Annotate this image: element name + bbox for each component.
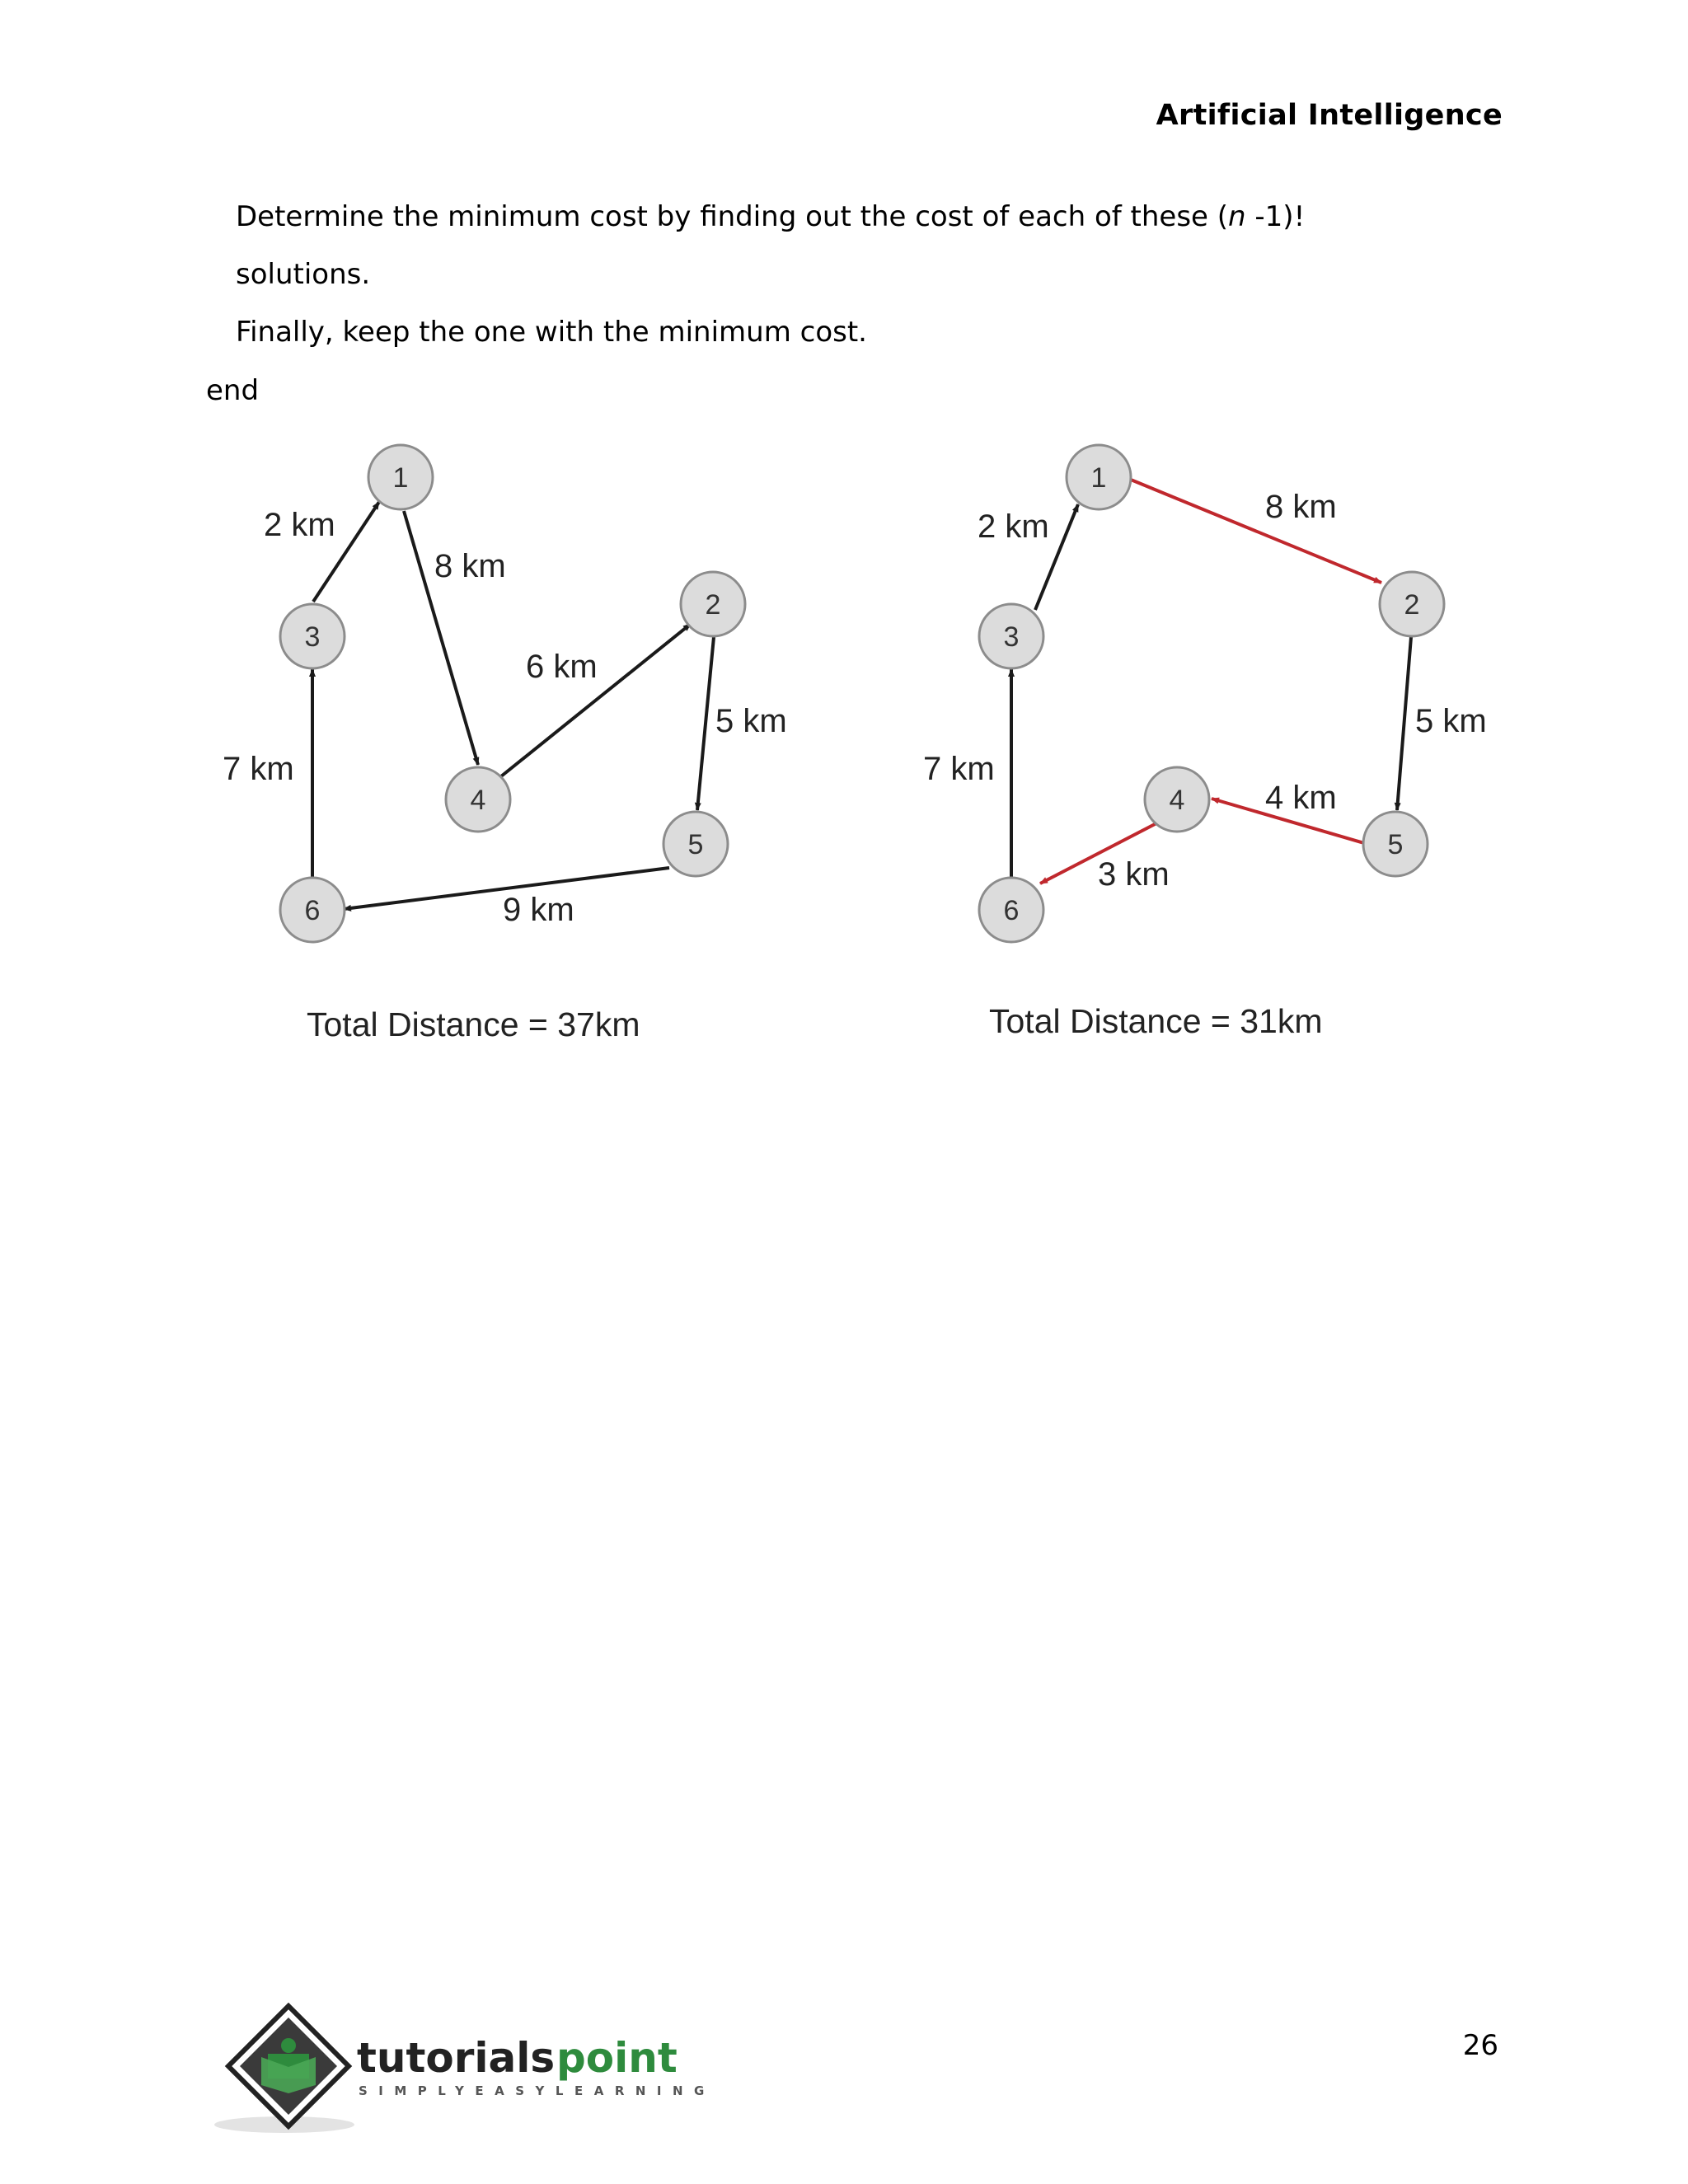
- line1-suffix: -1)!: [1245, 200, 1306, 233]
- right-node-label-1: 1: [1090, 462, 1107, 494]
- right-node-3: [979, 604, 1043, 668]
- left-node-label-1: 1: [392, 462, 409, 494]
- logo-tagline: SIMPLYEASYLEARNING: [359, 2083, 715, 2098]
- left-edge-label-6-3: 7 km: [223, 751, 294, 787]
- right-edge-label-4-6: 3 km: [1098, 856, 1170, 893]
- right-node-label-6: 6: [1003, 895, 1020, 926]
- left-node-label-5: 5: [687, 829, 704, 860]
- left-edge-label-4-2: 6 km: [526, 649, 598, 685]
- left-edge-label-3-1: 2 km: [264, 507, 335, 543]
- line1-prefix: Determine the minimum cost by finding out the cost of each of these (: [236, 200, 1229, 233]
- left-edge-label-2-5: 5 km: [715, 703, 787, 739]
- right-node-label-4: 4: [1169, 785, 1185, 816]
- left-edge-4-2: [501, 624, 691, 776]
- right-node-label-5: 5: [1387, 829, 1404, 860]
- left-edge-label-1-4: 8 km: [434, 548, 506, 584]
- right-node-4: [1145, 767, 1209, 832]
- paragraph-line-3: Finally, keep the one with the minimum cost.: [236, 316, 867, 349]
- right-node-label-3: 3: [1003, 621, 1020, 653]
- tutorialspoint-logo: [210, 2003, 738, 2135]
- right-node-5: [1363, 812, 1428, 876]
- left-node-5: [663, 812, 728, 876]
- right-edge-label-2-5: 5 km: [1415, 703, 1487, 739]
- left-node-label-2: 2: [705, 589, 721, 621]
- right-edge-label-1-2: 8 km: [1265, 489, 1337, 525]
- left-node-label-6: 6: [304, 895, 321, 926]
- right-edge-label-3-1: 2 km: [978, 509, 1049, 545]
- right-edge-label-6-3: 7 km: [923, 751, 995, 787]
- left-graph: [223, 445, 787, 1043]
- right-edge-label-5-4: 4 km: [1265, 780, 1337, 816]
- document-header-title: Artificial Intelligence: [1156, 99, 1503, 132]
- right-edge-2-5: [1397, 637, 1411, 810]
- right-node-1: [1067, 445, 1131, 509]
- left-node-4: [446, 767, 510, 832]
- left-total-distance: Total Distance = 37km: [307, 1005, 640, 1043]
- left-node-3: [280, 604, 345, 668]
- right-graph: [923, 445, 1487, 1040]
- left-node-label-4: 4: [470, 785, 486, 816]
- right-node-2: [1380, 572, 1444, 636]
- left-node-1: [368, 445, 433, 509]
- left-node-6: [280, 878, 345, 942]
- right-total-distance: Total Distance = 31km: [989, 1002, 1323, 1040]
- left-node-label-3: 3: [304, 621, 321, 653]
- right-node-6: [979, 878, 1043, 942]
- line1-variable: n: [1228, 200, 1246, 233]
- right-node-label-2: 2: [1404, 589, 1420, 621]
- logo-wordmark-accent: point: [556, 2034, 678, 2082]
- logo-diamond-icon: [228, 2006, 349, 2126]
- left-edge-label-5-6: 9 km: [503, 892, 574, 928]
- page-number: 26: [1462, 2029, 1498, 2062]
- paragraph-line-end: end: [206, 374, 260, 407]
- logo-wordmark-main: tutorials: [357, 2034, 556, 2082]
- left-edge-2-5: [697, 637, 714, 810]
- tsp-route-figure: [0, 0, 1688, 1088]
- left-node-2: [681, 572, 745, 636]
- paragraph-line-2: solutions.: [236, 258, 371, 291]
- right-edge-1-2: [1131, 480, 1381, 583]
